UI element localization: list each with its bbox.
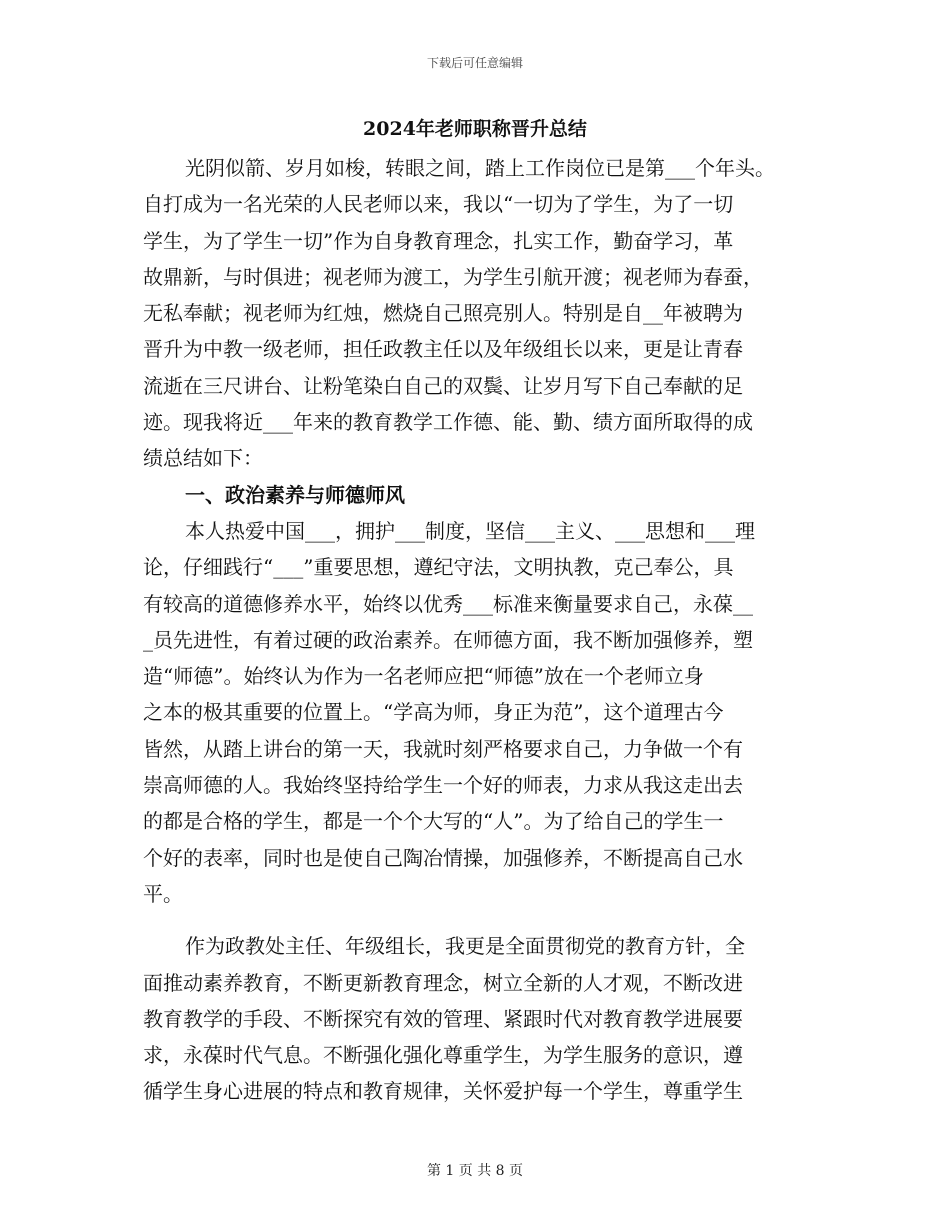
document-body: [143, 150, 808, 1110]
paragraph-line: 崇高师德的人。我始终坚持给学生一个好的师表，力求从我这走出去: [143, 773, 743, 798]
document-title: 2024年老师职称晋升总结: [363, 118, 587, 140]
paragraph-line: _员先进性，有着过硬的政治素养。在师德方面，我不断加强修养，塑: [143, 627, 753, 652]
paragraph-line: 故鼎新，与时俱进；视老师为渡工，为学生引航开渡；视老师为春蚕，: [143, 264, 763, 289]
paragraph-line: 皆然，从踏上讲台的第一天，我就时刻严格要求自己，力争做一个有: [143, 736, 743, 761]
paragraph-line: 平。: [143, 881, 183, 906]
page-footer: 第 1 页 共 8 页: [426, 1163, 524, 1179]
paragraph-line: 求，永葆时代气息。不断强化强化尊重学生，为学生服务的意识，遵: [143, 1043, 743, 1068]
paragraph-line: 作为政教处主任、年级组长，我更是全面贯彻党的教育方针，全: [185, 934, 745, 959]
paragraph-line: 光阴似箭、岁月如梭，转眼之间，踏上工作岗位已是第___个年头。: [185, 156, 775, 180]
paragraph-line: 论，仔细践行“___”重要思想，遵纪守法，文明执教，克己奉公，具: [143, 555, 734, 580]
paragraph-line: 流逝在三尺讲台、让粉笔染白自己的双鬓、让岁月写下自己奉献的足: [143, 373, 743, 398]
paragraph-line: 迹。现我将近___年来的教育教学工作德、能、勤、绩方面所取得的成: [143, 410, 753, 435]
paragraph-line: 自打成为一名光荣的人民老师以来，我以“一切为了学生，为了一切: [143, 192, 734, 217]
paragraph-line: 的都是合格的学生，都是一个个大写的“人”。为了给自己的学生一: [143, 809, 724, 834]
paragraph-line: 教育教学的手段、不断探究有效的管理、紧跟时代对教育教学进展要: [143, 1006, 743, 1031]
section-heading: 一、政治素养与师德师风: [185, 482, 405, 507]
paragraph-line: 个好的表率，同时也是使自己陶冶情操，加强修养，不断提高自己水: [143, 845, 743, 870]
paragraph-line: 有较高的道德修养水平，始终以优秀___标准来衡量要求自己，永葆__: [143, 591, 753, 616]
paragraph-line: 学生，为了学生一切”作为自身教育理念，扎实工作，勤奋学习，革: [143, 228, 734, 253]
paragraph-line: 循学生身心进展的特点和教育规律，关怀爱护每一个学生，尊重学生: [143, 1079, 743, 1104]
paragraph-line: 晋升为中教一级老师，担任政教主任以及年级组长以来，更是让青春: [143, 337, 743, 362]
paragraph-line: 造“师德”。始终认为作为一名老师应把“师德”放在一个老师立身: [143, 664, 704, 689]
paragraph-line: 之本的极其重要的位置上。“学高为师，身正为范”，这个道理古今: [143, 700, 724, 725]
paragraph-line: 本人热爱中国___，拥护___制度，坚信___主义、___思想和___理: [185, 518, 755, 543]
paragraph-line: 无私奉献；视老师为红烛，燃烧自己照亮别人。特别是自__年被聘为: [143, 301, 743, 326]
header-note: 下载后可任意编辑: [426, 56, 523, 70]
paragraph-line: 面推动素养教育，不断更新教育理念，树立全新的人才观，不断改进: [143, 970, 743, 995]
paragraph-line: 绩总结如下：: [143, 446, 263, 471]
